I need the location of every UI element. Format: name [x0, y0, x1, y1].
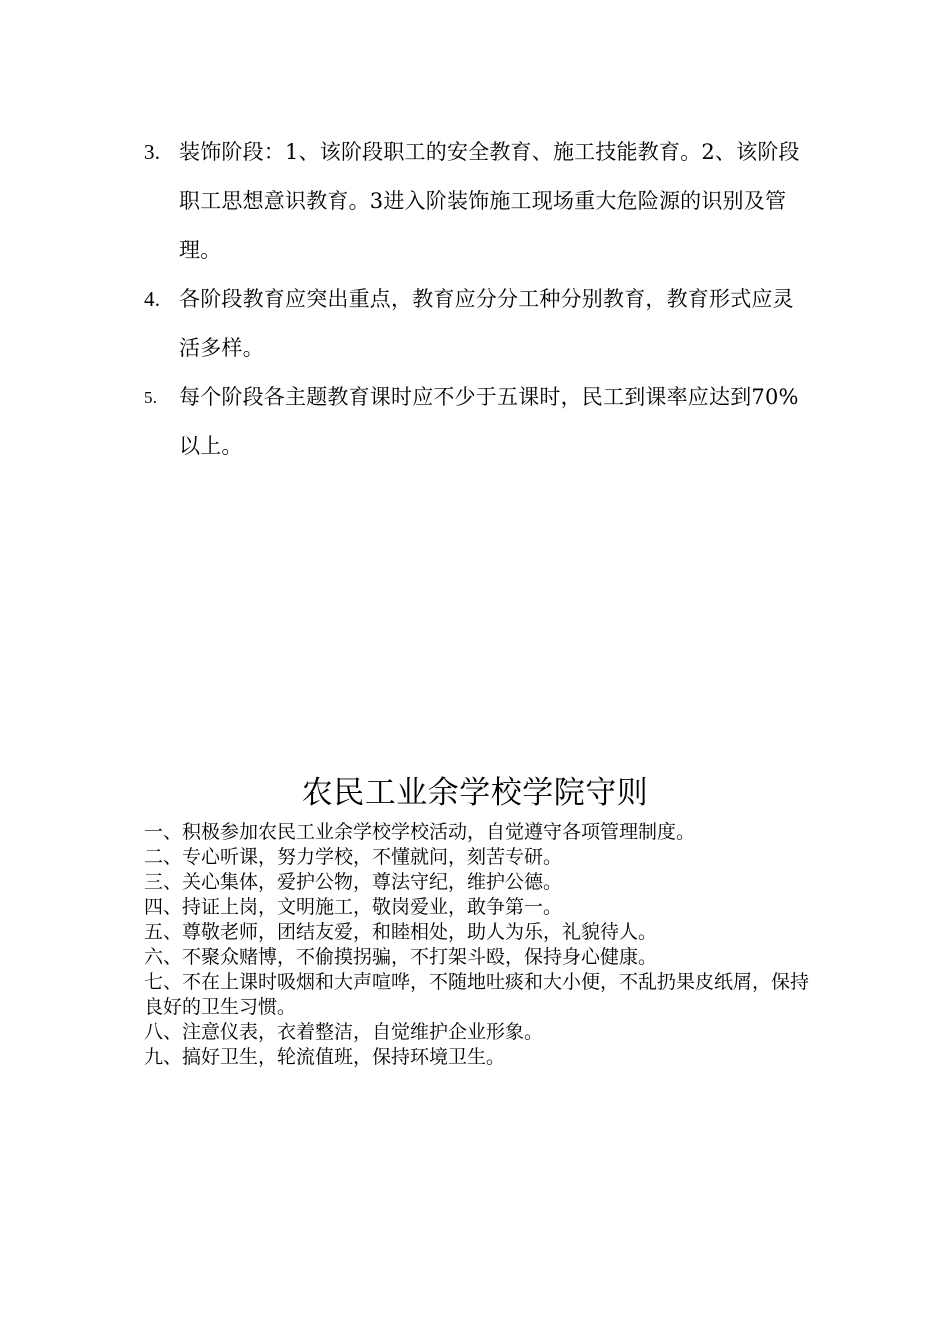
- list-item: [144, 128, 814, 275]
- list-item-text: 装饰阶段：1、该阶段职工的安全教育、施工技能教育。2、该阶段职工思想意识教育。3进入阶装饰施工现场重大危险源的识别及管理。: [179, 140, 800, 262]
- rules-list: [144, 820, 814, 1070]
- list-item: [144, 275, 814, 373]
- list-item-number: 4.: [144, 287, 161, 311]
- rule-item: 二、专心听课，努力学校，不懂就问，刻苦专研。: [144, 846, 563, 868]
- rule-item: 一、积极参加农民工业余学校学校活动，自觉遵守各项管理制度。: [144, 821, 696, 843]
- rule-item: 八、注意仪表，衣着整洁，自觉维护企业形象。: [144, 1021, 544, 1043]
- rules-title: 农民工业余学校学院守则: [301, 775, 649, 811]
- list-item-number: 5.: [144, 388, 158, 407]
- rule-item: 七、不在上课时吸烟和大声喧哗，不随地吐痰和大小便，不乱扔果皮纸屑，保持良好的卫生习惯。: [144, 971, 810, 1018]
- rule-item: 四、持证上岗，文明施工，敬岗爱业，敢争第一。: [144, 896, 563, 918]
- rule-item: 六、不聚众赌博，不偷摸拐骗，不打架斗殴，保持身心健康。: [144, 946, 658, 968]
- list-item-number: 3.: [144, 140, 161, 164]
- rule-item: 三、关心集体，爱护公物，尊法守纪，维护公德。: [144, 871, 563, 893]
- rule-item: 五、尊敬老师，团结友爱，和睦相处，助人为乐，礼貌待人。: [144, 921, 658, 943]
- rule-item: 九、搞好卫生，轮流值班，保持环境卫生。: [144, 1046, 506, 1068]
- list-item-text: 每个阶段各主题教育课时应不少于五课时，民工到课率应达到70%以上。: [179, 385, 799, 458]
- education-stage-list: [144, 128, 814, 471]
- list-item-text: 各阶段教育应突出重点，教育应分分工种分别教育，教育形式应灵活多样。: [179, 287, 794, 360]
- list-item: [144, 373, 814, 471]
